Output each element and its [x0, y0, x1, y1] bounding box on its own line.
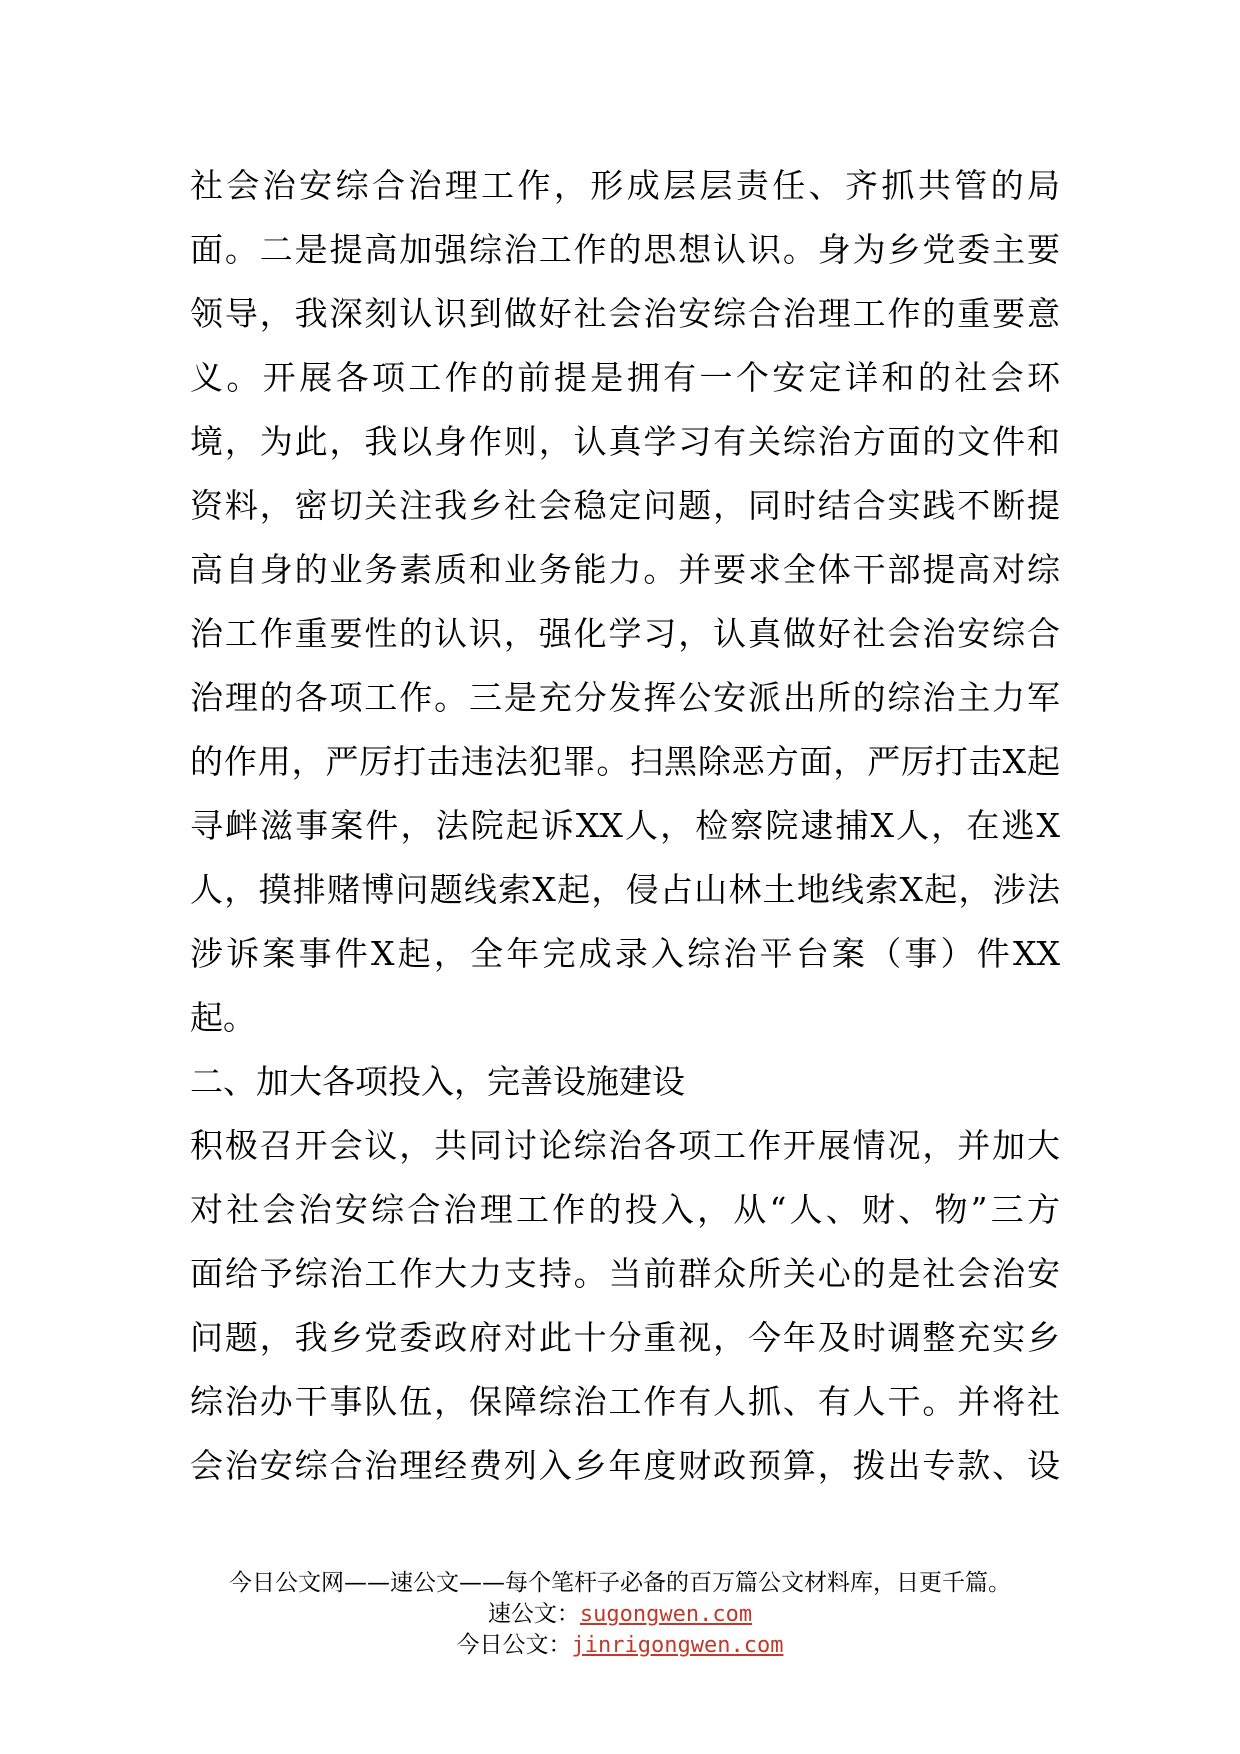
body-line-13: 涉诉案事件X起，全年完成录入综治平台案（事）件XX	[190, 934, 1060, 973]
body-line-18: 面给予综治工作大力支持。当前群众所关心的是社会治安	[190, 1254, 1060, 1293]
document-body	[190, 154, 1060, 1498]
footer-banner: 今日公文网——速公文——每个笔杆子必备的百万篇公文材料库，日更千篇。	[229, 1570, 1011, 1596]
body-line-4: 义。开展各项工作的前提是拥有一个安定详和的社会环	[190, 358, 1060, 397]
body-line-14: 起。	[190, 998, 256, 1037]
body-line-20: 综治办干事队伍，保障综治工作有人抓、有人干。并将社	[190, 1382, 1060, 1421]
body-line-10: 的作用，严厉打击违法犯罪。扫黑除恶方面，严厉打击X起	[190, 742, 1060, 781]
footer-jinri-label: 今日公文：	[456, 1632, 572, 1658]
footer-sugongwen-label: 速公文：	[487, 1601, 580, 1627]
body-line-6: 资料，密切关注我乡社会稳定问题，同时结合实践不断提	[190, 486, 1060, 525]
body-line-17: 对社会治安综合治理工作的投入，从“人、财、物”三方	[190, 1190, 1060, 1229]
section-heading: 二、加大各项投入，完善设施建设	[190, 1062, 685, 1101]
body-line-9: 治理的各项工作。三是充分发挥公安派出所的综治主力军	[190, 678, 1060, 717]
body-line-11: 寻衅滋事案件，法院起诉XX人，检察院逮捕X人，在逃X	[190, 806, 1060, 845]
body-line-19: 问题，我乡党委政府对此十分重视，今年及时调整充实乡	[190, 1318, 1060, 1357]
body-line-21: 会治安综合治理经费列入乡年度财政预算，拨出专款、设	[190, 1446, 1060, 1485]
body-line-1: 社会治安综合治理工作，形成层层责任、齐抓共管的局	[190, 166, 1060, 205]
body-line-2: 面。二是提高加强综治工作的思想认识。身为乡党委主要	[190, 230, 1060, 269]
body-line-12: 人，摸排赌博问题线索X起，侵占山林土地线索X起，涉法	[190, 870, 1060, 909]
body-line-16: 积极召开会议，共同讨论综治各项工作开展情况，并加大	[190, 1126, 1060, 1165]
body-line-5: 境，为此，我以身作则，认真学习有关综治方面的文件和	[190, 422, 1060, 461]
body-line-8: 治工作重要性的认识，强化学习，认真做好社会治安综合	[190, 614, 1060, 653]
footer-jinri-row	[0, 1630, 1240, 1661]
footer	[0, 1568, 1240, 1661]
body-line-7: 高自身的业务素质和业务能力。并要求全体干部提高对综	[190, 550, 1060, 589]
footer-sugongwen-row	[0, 1599, 1240, 1630]
jinrigongwen-link[interactable]: jinrigongwen.com	[571, 1633, 784, 1658]
sugongwen-link[interactable]: sugongwen.com	[579, 1602, 753, 1627]
body-line-3: 领导，我深刻认识到做好社会治安综合治理工作的重要意	[190, 294, 1060, 333]
